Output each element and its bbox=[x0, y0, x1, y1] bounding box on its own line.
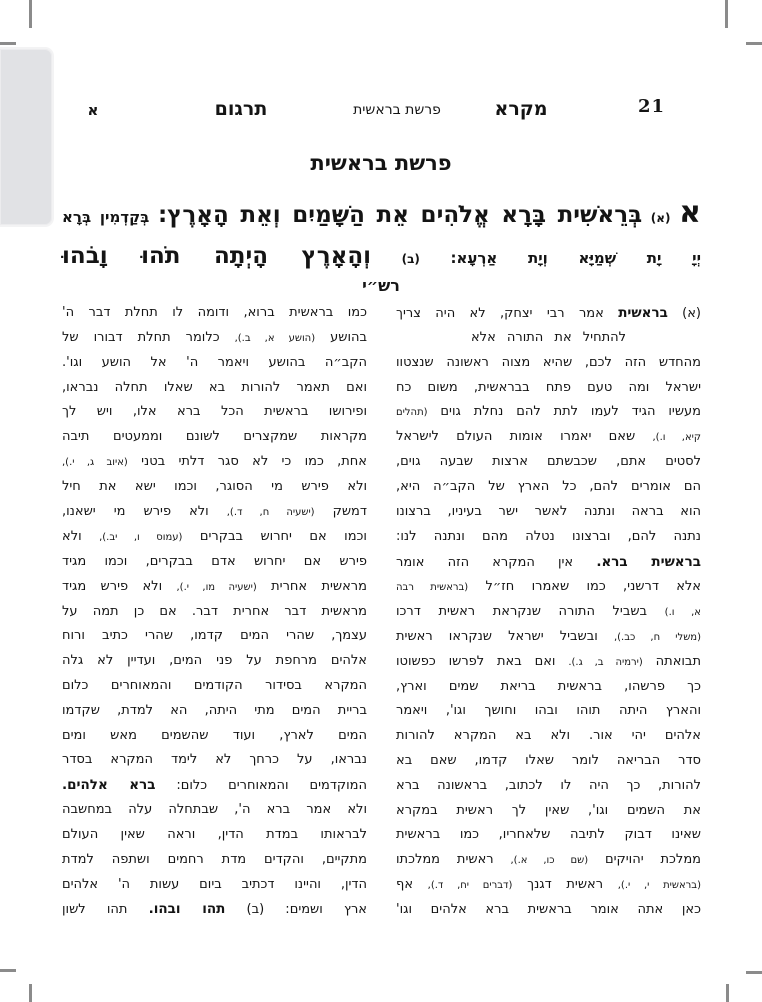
verse-marker-1: (א) bbox=[650, 211, 671, 225]
rashi-line: הוא בראה ונתנה לאשר ישר בעיניו, ברצונו bbox=[396, 503, 701, 519]
rashi-line: בראשית ברא. אין המקרא הזה אומר bbox=[396, 553, 701, 570]
crop-mark-bottom-right-v bbox=[726, 984, 729, 1002]
rashi-line: בריית המים מתי היתה, הא למדת, שקדמו bbox=[62, 702, 367, 718]
rashi-line: אלהים מרחפת על פני המים, ועדיין לא גלה bbox=[62, 653, 367, 669]
chapter-letter: א bbox=[679, 195, 701, 230]
rashi-line: אלהים יהי אור. ולא בא המקרא להורות bbox=[396, 728, 701, 744]
rashi-line: ולא פירש מי הסוגר, וכמו ישא את חיל bbox=[62, 478, 367, 494]
rashi-line: (משלי ח, כב.), ובשביל ישראל שנקראו ראשית bbox=[396, 628, 701, 644]
verse-block bbox=[62, 192, 701, 276]
rashi-line: (א) בראשית אמר רבי יצחק, לא היה צריך bbox=[396, 305, 701, 321]
rashi-line: ישראל ומה טעם פתח בבראשית, משום כח bbox=[396, 379, 701, 395]
targum-text-2: יְיָ יָת שְׁמַיָּא וְיָת אַרְעָא: bbox=[450, 249, 701, 267]
rashi-line: ממלכת יהויקים (שם כו, א.), ראשית ממלכתו bbox=[396, 852, 701, 868]
rashi-line: המקרא בסידור הקודמים והמאוחרים כלום bbox=[62, 677, 367, 693]
rashi-header: רש״י bbox=[362, 276, 400, 295]
rashi-line: לבראותו במדת הדין, וראה שאין העולם bbox=[62, 826, 367, 842]
crop-mark-top-right-h bbox=[746, 42, 762, 45]
rashi-line: מהחדש הזה לכם, שהיא מצוה ראשונה שנצטוו bbox=[396, 354, 701, 370]
rashi-line: פירש אם יחרוש אדם בבקרים, וכמו מגיד bbox=[62, 553, 367, 569]
crop-mark-bottom-left-h bbox=[0, 969, 16, 972]
rashi-line: סדר הבריאה לומר שאלו קדמו, שאם בא bbox=[396, 752, 701, 768]
header-mikra-label: מקרא bbox=[494, 98, 548, 120]
verse-line-2 bbox=[62, 239, 701, 276]
rashi-line: מראשית אחרית (ישעיה מו, י.), ולא פירש מגיד bbox=[62, 578, 367, 594]
verse-text-2: וְהָאָרֶץ הָיְתָה תֹהוּ וָבֹהוּ bbox=[62, 243, 372, 269]
rashi-line: והארץ היתה תוהו ובהו וחושך וגו', ויאמר bbox=[396, 703, 701, 719]
rashi-columns bbox=[62, 301, 701, 923]
rashi-line: נתנה להם, וברצונו נטלה מהם ונתנה לנו: bbox=[396, 528, 701, 544]
rashi-line: להורות, כך היה לו לכתוב, בראשונה ברא bbox=[396, 777, 701, 793]
rashi-line: ואם תאמר להורות בא שאלו תחלה נבראו, bbox=[62, 379, 367, 395]
rashi-line: בהושע (הושע א, ב.), כלומר תחלת דבורו של bbox=[62, 329, 367, 345]
rashi-line: מראשית דבר אחרית דבר. אם כן תמה על bbox=[62, 603, 367, 619]
rashi-line: את השמים וגו', שאין לך ראשית במקרא bbox=[396, 802, 701, 818]
crop-mark-bottom-right-h bbox=[746, 971, 762, 974]
header-section-letter: א bbox=[87, 101, 99, 119]
rashi-line: הדין, והיינו דכתיב ביום עשות ה' אלהים bbox=[62, 876, 367, 892]
page-number: 21 bbox=[638, 96, 666, 117]
rashi-line: ארץ ושמים: (ב) תהו ובהו. תהו לשון bbox=[62, 901, 367, 918]
rashi-line: אלא דרשני, כמו שאמרו חז״ל (בראשית רבה bbox=[396, 578, 701, 594]
rashi-line: הם אומרים להם, כל הארץ של הקב״ה היא, bbox=[396, 479, 701, 495]
targum-text-1: בְּקַדְמִין בְּרָא bbox=[62, 208, 150, 226]
rashi-line: תבואתה (ירמיה ב, ג.). ואם באת לפרשו כפשוטו bbox=[396, 653, 701, 669]
rashi-line: קיא, ו.), שאם יאמרו אומות העולם לישראל bbox=[396, 429, 701, 445]
rashi-line: א, ו.) בשביל התורה שנקראת ראשית דרכו bbox=[396, 603, 701, 619]
rashi-line: ופירושו בראשית הכל ברא אלו, ויש לך bbox=[62, 404, 367, 420]
rashi-line: לסטים אתם, שכבשתם ארצות שבעה גוים, bbox=[396, 454, 701, 470]
rashi-line: וכמו אם יחרוש בבקרים (עמוס ו, יב.), ולא bbox=[62, 528, 367, 544]
rashi-line: להתחיל את התורה אלא bbox=[470, 330, 627, 345]
rashi-line: המים לארץ, ועוד שהשמים מאש ומים bbox=[62, 727, 367, 743]
verse-text-1: בְּרֵאשִׁית בָּרָא אֱלֹהִים אֵת הַשָּׁמַיִם וְאֵת הָאָרֶץ: bbox=[157, 202, 643, 228]
verse-line-1 bbox=[62, 192, 701, 239]
rashi-column-right bbox=[396, 301, 701, 923]
rashi-line: דמשק (ישעיה ח, ד.), ולא פירש מי ישאנו, bbox=[62, 503, 367, 519]
rashi-line: הקב״ה בהושע ויאמר ה' אל הושע וגו'. bbox=[62, 354, 367, 370]
rashi-line: כמו בראשית ברוא, ודומה לו תחלת דבר ה' bbox=[62, 305, 367, 320]
parsha-title: פרשת בראשית bbox=[310, 151, 452, 175]
crop-mark-top-left-h bbox=[0, 42, 16, 45]
rashi-line: כאן אתה אומר בראשית ברא אלהים וגו' bbox=[396, 902, 701, 918]
header-targum-label: תרגום bbox=[214, 98, 268, 120]
rashi-column-left bbox=[62, 301, 367, 923]
rashi-line: מעשיו הגיד לעמו לתת להם נחלת גוים (תהלים bbox=[396, 404, 701, 420]
rashi-line: מקראות שמקצרים לשונם וממעטים תיבה bbox=[62, 429, 367, 445]
rashi-line: נבראו, על כרחך לא לימד המקרא בסדר bbox=[62, 752, 367, 768]
rashi-line: שאינו דבוק לתיבה שלאחריו, כמו בראשית bbox=[396, 827, 701, 843]
rashi-line: ולא אמר ברא ה', שבתחלה עלה במחשבה bbox=[62, 802, 367, 818]
crop-mark-bottom-left-v bbox=[29, 984, 32, 1002]
rashi-line: כך פרשהו, בראשית בריאת שמים וארץ, bbox=[396, 678, 701, 694]
rashi-line: (בראשית י, י.), ראשית דגנך (דברים יח, ד.), אף bbox=[396, 877, 701, 893]
crop-mark-top-right-v bbox=[725, 0, 728, 28]
side-tab[interactable] bbox=[0, 47, 54, 227]
rashi-line: עצמך, שהרי המים קדמו, שהרי כתיב ורוח bbox=[62, 628, 367, 644]
rashi-line: המוקדמים והמאוחרים כלום: ברא אלהים. bbox=[62, 777, 367, 794]
rashi-line: מתקיים, והקדים מדת רחמים ושתפה למדת bbox=[62, 851, 367, 867]
crop-mark-top-left-v bbox=[29, 0, 32, 28]
rashi-line: אחת, כמו כי לא סגר דלתי בטני (איוב ג, י.), bbox=[62, 453, 367, 469]
verse-marker-2: (ב) bbox=[401, 252, 420, 266]
header-parsha-label: פרשת בראשית bbox=[353, 102, 441, 118]
